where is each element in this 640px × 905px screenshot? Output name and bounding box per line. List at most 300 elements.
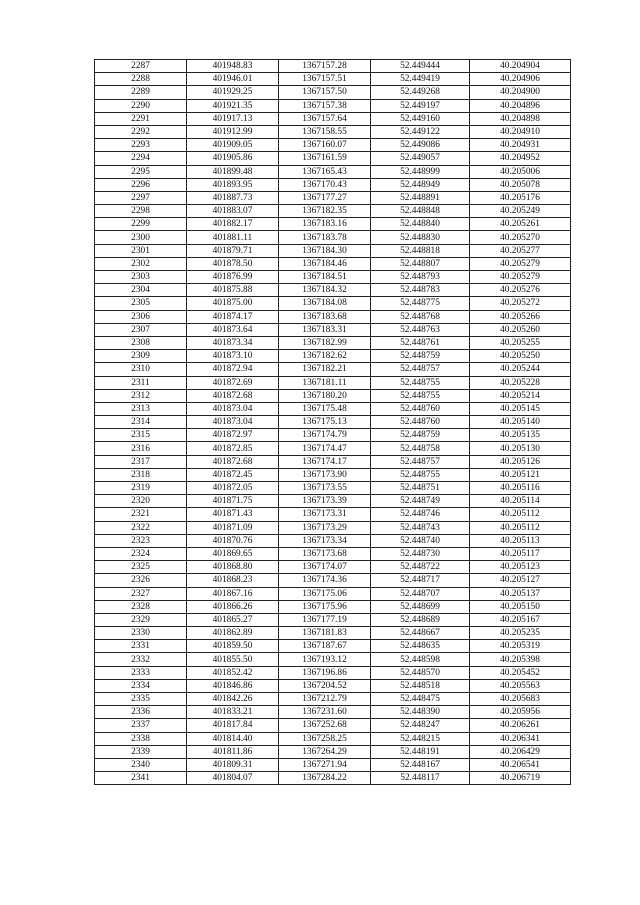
- longitude-cell: 40.204898: [470, 112, 571, 125]
- longitude-cell: 40.205167: [470, 613, 571, 626]
- latitude-cell: 52.448891: [371, 191, 470, 204]
- table-row: [95, 640, 571, 653]
- y-coordinate-cell: 1367196.86: [279, 666, 371, 679]
- x-coordinate-cell: 401871.09: [187, 521, 279, 534]
- table-row: [95, 693, 571, 706]
- longitude-cell: 40.204896: [470, 99, 571, 112]
- y-coordinate-cell: 1367175.96: [279, 600, 371, 613]
- x-coordinate-cell: 401872.68: [187, 455, 279, 468]
- table-row: [95, 139, 571, 152]
- y-coordinate-cell: 1367173.55: [279, 482, 371, 495]
- table-row: [95, 587, 571, 600]
- table-row: [95, 86, 571, 99]
- longitude-cell: 40.205279: [470, 271, 571, 284]
- y-coordinate-cell: 1367183.78: [279, 231, 371, 244]
- point-number-cell: 2292: [95, 125, 187, 138]
- y-coordinate-cell: 1367184.08: [279, 297, 371, 310]
- point-number-cell: 2305: [95, 297, 187, 310]
- x-coordinate-cell: 401899.48: [187, 165, 279, 178]
- longitude-cell: 40.205956: [470, 706, 571, 719]
- longitude-cell: 40.205078: [470, 178, 571, 191]
- y-coordinate-cell: 1367182.35: [279, 205, 371, 218]
- longitude-cell: 40.204931: [470, 139, 571, 152]
- y-coordinate-cell: 1367173.31: [279, 508, 371, 521]
- x-coordinate-cell: 401873.10: [187, 350, 279, 363]
- longitude-cell: 40.205137: [470, 587, 571, 600]
- table-body: [95, 60, 571, 785]
- x-coordinate-cell: 401917.13: [187, 112, 279, 125]
- table-row: [95, 653, 571, 666]
- longitude-cell: 40.205279: [470, 257, 571, 270]
- latitude-cell: 52.448475: [371, 693, 470, 706]
- x-coordinate-cell: 401879.71: [187, 244, 279, 257]
- longitude-cell: 40.205563: [470, 679, 571, 692]
- longitude-cell: 40.205398: [470, 653, 571, 666]
- longitude-cell: 40.205130: [470, 442, 571, 455]
- x-coordinate-cell: 401868.80: [187, 561, 279, 574]
- point-number-cell: 2326: [95, 574, 187, 587]
- coordinate-table: [94, 59, 571, 785]
- point-number-cell: 2330: [95, 627, 187, 640]
- point-number-cell: 2301: [95, 244, 187, 257]
- latitude-cell: 52.448763: [371, 323, 470, 336]
- x-coordinate-cell: 401872.94: [187, 363, 279, 376]
- y-coordinate-cell: 1367158.55: [279, 125, 371, 138]
- y-coordinate-cell: 1367204.52: [279, 679, 371, 692]
- x-coordinate-cell: 401872.45: [187, 468, 279, 481]
- y-coordinate-cell: 1367184.32: [279, 284, 371, 297]
- y-coordinate-cell: 1367184.30: [279, 244, 371, 257]
- latitude-cell: 52.448757: [371, 455, 470, 468]
- point-number-cell: 2290: [95, 99, 187, 112]
- point-number-cell: 2328: [95, 600, 187, 613]
- x-coordinate-cell: 401872.69: [187, 376, 279, 389]
- latitude-cell: 52.448749: [371, 495, 470, 508]
- x-coordinate-cell: 401887.73: [187, 191, 279, 204]
- table-row: [95, 218, 571, 231]
- y-coordinate-cell: 1367264.29: [279, 745, 371, 758]
- y-coordinate-cell: 1367182.62: [279, 350, 371, 363]
- y-coordinate-cell: 1367165.43: [279, 165, 371, 178]
- longitude-cell: 40.205127: [470, 574, 571, 587]
- y-coordinate-cell: 1367284.22: [279, 772, 371, 785]
- point-number-cell: 2291: [95, 112, 187, 125]
- latitude-cell: 52.448689: [371, 613, 470, 626]
- x-coordinate-cell: 401875.88: [187, 284, 279, 297]
- y-coordinate-cell: 1367173.29: [279, 521, 371, 534]
- table-row: [95, 60, 571, 73]
- point-number-cell: 2287: [95, 60, 187, 73]
- latitude-cell: 52.449057: [371, 152, 470, 165]
- latitude-cell: 52.449086: [371, 139, 470, 152]
- latitude-cell: 52.448699: [371, 600, 470, 613]
- y-coordinate-cell: 1367177.27: [279, 191, 371, 204]
- table-row: [95, 706, 571, 719]
- y-coordinate-cell: 1367157.50: [279, 86, 371, 99]
- point-number-cell: 2294: [95, 152, 187, 165]
- point-number-cell: 2318: [95, 468, 187, 481]
- x-coordinate-cell: 401846.86: [187, 679, 279, 692]
- point-number-cell: 2325: [95, 561, 187, 574]
- longitude-cell: 40.205228: [470, 376, 571, 389]
- latitude-cell: 52.448768: [371, 310, 470, 323]
- x-coordinate-cell: 401872.97: [187, 429, 279, 442]
- table-row: [95, 495, 571, 508]
- y-coordinate-cell: 1367231.60: [279, 706, 371, 719]
- table-row: [95, 297, 571, 310]
- x-coordinate-cell: 401872.68: [187, 389, 279, 402]
- x-coordinate-cell: 401873.04: [187, 402, 279, 415]
- longitude-cell: 40.205244: [470, 363, 571, 376]
- table-row: [95, 429, 571, 442]
- latitude-cell: 52.448635: [371, 640, 470, 653]
- x-coordinate-cell: 401929.25: [187, 86, 279, 99]
- latitude-cell: 52.448759: [371, 350, 470, 363]
- latitude-cell: 52.448667: [371, 627, 470, 640]
- x-coordinate-cell: 401873.34: [187, 336, 279, 349]
- latitude-cell: 52.448117: [371, 772, 470, 785]
- table-row: [95, 679, 571, 692]
- latitude-cell: 52.448751: [371, 482, 470, 495]
- y-coordinate-cell: 1367157.64: [279, 112, 371, 125]
- longitude-cell: 40.205150: [470, 600, 571, 613]
- latitude-cell: 52.448775: [371, 297, 470, 310]
- longitude-cell: 40.205126: [470, 455, 571, 468]
- latitude-cell: 52.448743: [371, 521, 470, 534]
- latitude-cell: 52.448390: [371, 706, 470, 719]
- y-coordinate-cell: 1367182.21: [279, 363, 371, 376]
- latitude-cell: 52.448758: [371, 442, 470, 455]
- y-coordinate-cell: 1367173.68: [279, 547, 371, 560]
- y-coordinate-cell: 1367175.48: [279, 402, 371, 415]
- y-coordinate-cell: 1367183.31: [279, 323, 371, 336]
- longitude-cell: 40.206341: [470, 732, 571, 745]
- point-number-cell: 2313: [95, 402, 187, 415]
- table-row: [95, 416, 571, 429]
- table-row: [95, 482, 571, 495]
- latitude-cell: 52.448570: [371, 666, 470, 679]
- point-number-cell: 2309: [95, 350, 187, 363]
- longitude-cell: 40.205270: [470, 231, 571, 244]
- longitude-cell: 40.205683: [470, 693, 571, 706]
- longitude-cell: 40.205112: [470, 508, 571, 521]
- y-coordinate-cell: 1367181.11: [279, 376, 371, 389]
- table-row: [95, 350, 571, 363]
- latitude-cell: 52.448740: [371, 534, 470, 547]
- x-coordinate-cell: 401862.89: [187, 627, 279, 640]
- longitude-cell: 40.205261: [470, 218, 571, 231]
- point-number-cell: 2308: [95, 336, 187, 349]
- x-coordinate-cell: 401948.83: [187, 60, 279, 73]
- point-number-cell: 2340: [95, 758, 187, 771]
- table-row: [95, 99, 571, 112]
- table-row: [95, 561, 571, 574]
- table-row: [95, 719, 571, 732]
- latitude-cell: 52.448949: [371, 178, 470, 191]
- table-row: [95, 389, 571, 402]
- y-coordinate-cell: 1367182.99: [279, 336, 371, 349]
- x-coordinate-cell: 401881.11: [187, 231, 279, 244]
- y-coordinate-cell: 1367173.34: [279, 534, 371, 547]
- point-number-cell: 2322: [95, 521, 187, 534]
- table-row: [95, 112, 571, 125]
- longitude-cell: 40.206719: [470, 772, 571, 785]
- longitude-cell: 40.204900: [470, 86, 571, 99]
- y-coordinate-cell: 1367174.07: [279, 561, 371, 574]
- latitude-cell: 52.448717: [371, 574, 470, 587]
- latitude-cell: 52.448999: [371, 165, 470, 178]
- table-row: [95, 205, 571, 218]
- y-coordinate-cell: 1367212.79: [279, 693, 371, 706]
- table-row: [95, 521, 571, 534]
- y-coordinate-cell: 1367174.36: [279, 574, 371, 587]
- longitude-cell: 40.205276: [470, 284, 571, 297]
- y-coordinate-cell: 1367173.90: [279, 468, 371, 481]
- x-coordinate-cell: 401865.27: [187, 613, 279, 626]
- table-row: [95, 402, 571, 415]
- latitude-cell: 52.448215: [371, 732, 470, 745]
- latitude-cell: 52.448807: [371, 257, 470, 270]
- point-number-cell: 2339: [95, 745, 187, 758]
- x-coordinate-cell: 401946.01: [187, 73, 279, 86]
- y-coordinate-cell: 1367187.67: [279, 640, 371, 653]
- latitude-cell: 52.448757: [371, 363, 470, 376]
- point-number-cell: 2297: [95, 191, 187, 204]
- table-row: [95, 613, 571, 626]
- point-number-cell: 2299: [95, 218, 187, 231]
- table-row: [95, 323, 571, 336]
- y-coordinate-cell: 1367184.51: [279, 271, 371, 284]
- y-coordinate-cell: 1367175.06: [279, 587, 371, 600]
- point-number-cell: 2335: [95, 693, 187, 706]
- longitude-cell: 40.205145: [470, 402, 571, 415]
- x-coordinate-cell: 401842.26: [187, 693, 279, 706]
- longitude-cell: 40.205116: [470, 482, 571, 495]
- latitude-cell: 52.448746: [371, 508, 470, 521]
- x-coordinate-cell: 401804.07: [187, 772, 279, 785]
- point-number-cell: 2307: [95, 323, 187, 336]
- point-number-cell: 2288: [95, 73, 187, 86]
- x-coordinate-cell: 401882.17: [187, 218, 279, 231]
- longitude-cell: 40.205006: [470, 165, 571, 178]
- y-coordinate-cell: 1367181.83: [279, 627, 371, 640]
- y-coordinate-cell: 1367193.12: [279, 653, 371, 666]
- point-number-cell: 2329: [95, 613, 187, 626]
- latitude-cell: 52.449197: [371, 99, 470, 112]
- point-number-cell: 2303: [95, 271, 187, 284]
- point-number-cell: 2311: [95, 376, 187, 389]
- table-row: [95, 534, 571, 547]
- point-number-cell: 2320: [95, 495, 187, 508]
- y-coordinate-cell: 1367157.51: [279, 73, 371, 86]
- latitude-cell: 52.448848: [371, 205, 470, 218]
- latitude-cell: 52.448759: [371, 429, 470, 442]
- latitude-cell: 52.449419: [371, 73, 470, 86]
- point-number-cell: 2333: [95, 666, 187, 679]
- point-number-cell: 2310: [95, 363, 187, 376]
- longitude-cell: 40.205214: [470, 389, 571, 402]
- y-coordinate-cell: 1367177.19: [279, 613, 371, 626]
- y-coordinate-cell: 1367271.94: [279, 758, 371, 771]
- x-coordinate-cell: 401868.23: [187, 574, 279, 587]
- longitude-cell: 40.205277: [470, 244, 571, 257]
- point-number-cell: 2306: [95, 310, 187, 323]
- x-coordinate-cell: 401811.86: [187, 745, 279, 758]
- y-coordinate-cell: 1367174.17: [279, 455, 371, 468]
- latitude-cell: 52.448760: [371, 416, 470, 429]
- table-row: [95, 455, 571, 468]
- y-coordinate-cell: 1367174.47: [279, 442, 371, 455]
- longitude-cell: 40.204904: [470, 60, 571, 73]
- longitude-cell: 40.205176: [470, 191, 571, 204]
- longitude-cell: 40.205250: [470, 350, 571, 363]
- latitude-cell: 52.448840: [371, 218, 470, 231]
- longitude-cell: 40.205260: [470, 323, 571, 336]
- longitude-cell: 40.205135: [470, 429, 571, 442]
- latitude-cell: 52.448830: [371, 231, 470, 244]
- x-coordinate-cell: 401905.86: [187, 152, 279, 165]
- x-coordinate-cell: 401893.95: [187, 178, 279, 191]
- longitude-cell: 40.205123: [470, 561, 571, 574]
- longitude-cell: 40.205235: [470, 627, 571, 640]
- x-coordinate-cell: 401817.84: [187, 719, 279, 732]
- latitude-cell: 52.448755: [371, 389, 470, 402]
- point-number-cell: 2312: [95, 389, 187, 402]
- latitude-cell: 52.448755: [371, 468, 470, 481]
- x-coordinate-cell: 401912.99: [187, 125, 279, 138]
- longitude-cell: 40.205452: [470, 666, 571, 679]
- table-row: [95, 125, 571, 138]
- x-coordinate-cell: 401866.26: [187, 600, 279, 613]
- latitude-cell: 52.448793: [371, 271, 470, 284]
- longitude-cell: 40.205117: [470, 547, 571, 560]
- latitude-cell: 52.448247: [371, 719, 470, 732]
- longitude-cell: 40.205113: [470, 534, 571, 547]
- latitude-cell: 52.449160: [371, 112, 470, 125]
- point-number-cell: 2327: [95, 587, 187, 600]
- point-number-cell: 2296: [95, 178, 187, 191]
- point-number-cell: 2302: [95, 257, 187, 270]
- longitude-cell: 40.205140: [470, 416, 571, 429]
- table-row: [95, 758, 571, 771]
- table-row: [95, 165, 571, 178]
- longitude-cell: 40.204906: [470, 73, 571, 86]
- latitude-cell: 52.448730: [371, 547, 470, 560]
- table-row: [95, 244, 571, 257]
- point-number-cell: 2341: [95, 772, 187, 785]
- point-number-cell: 2332: [95, 653, 187, 666]
- table-row: [95, 310, 571, 323]
- x-coordinate-cell: 401833.21: [187, 706, 279, 719]
- table-row: [95, 363, 571, 376]
- point-number-cell: 2337: [95, 719, 187, 732]
- x-coordinate-cell: 401870.76: [187, 534, 279, 547]
- x-coordinate-cell: 401873.04: [187, 416, 279, 429]
- y-coordinate-cell: 1367173.39: [279, 495, 371, 508]
- y-coordinate-cell: 1367157.38: [279, 99, 371, 112]
- x-coordinate-cell: 401809.31: [187, 758, 279, 771]
- table-row: [95, 468, 571, 481]
- latitude-cell: 52.448783: [371, 284, 470, 297]
- latitude-cell: 52.448761: [371, 336, 470, 349]
- longitude-cell: 40.204910: [470, 125, 571, 138]
- x-coordinate-cell: 401883.07: [187, 205, 279, 218]
- latitude-cell: 52.448755: [371, 376, 470, 389]
- longitude-cell: 40.205319: [470, 640, 571, 653]
- x-coordinate-cell: 401874.17: [187, 310, 279, 323]
- x-coordinate-cell: 401878.50: [187, 257, 279, 270]
- latitude-cell: 52.448598: [371, 653, 470, 666]
- table-row: [95, 336, 571, 349]
- point-number-cell: 2338: [95, 732, 187, 745]
- longitude-cell: 40.205121: [470, 468, 571, 481]
- point-number-cell: 2321: [95, 508, 187, 521]
- point-number-cell: 2336: [95, 706, 187, 719]
- longitude-cell: 40.204952: [470, 152, 571, 165]
- point-number-cell: 2304: [95, 284, 187, 297]
- point-number-cell: 2331: [95, 640, 187, 653]
- table-row: [95, 152, 571, 165]
- table-row: [95, 191, 571, 204]
- point-number-cell: 2323: [95, 534, 187, 547]
- table-row: [95, 442, 571, 455]
- point-number-cell: 2324: [95, 547, 187, 560]
- y-coordinate-cell: 1367161.59: [279, 152, 371, 165]
- point-number-cell: 2317: [95, 455, 187, 468]
- longitude-cell: 40.205249: [470, 205, 571, 218]
- longitude-cell: 40.206261: [470, 719, 571, 732]
- latitude-cell: 52.449268: [371, 86, 470, 99]
- longitude-cell: 40.205112: [470, 521, 571, 534]
- longitude-cell: 40.205266: [470, 310, 571, 323]
- y-coordinate-cell: 1367258.25: [279, 732, 371, 745]
- longitude-cell: 40.206429: [470, 745, 571, 758]
- point-number-cell: 2295: [95, 165, 187, 178]
- table-row: [95, 376, 571, 389]
- y-coordinate-cell: 1367157.28: [279, 60, 371, 73]
- x-coordinate-cell: 401871.75: [187, 495, 279, 508]
- table-row: [95, 257, 571, 270]
- latitude-cell: 52.449444: [371, 60, 470, 73]
- table-row: [95, 574, 571, 587]
- y-coordinate-cell: 1367180.20: [279, 389, 371, 402]
- latitude-cell: 52.449122: [371, 125, 470, 138]
- x-coordinate-cell: 401876.99: [187, 271, 279, 284]
- x-coordinate-cell: 401873.64: [187, 323, 279, 336]
- y-coordinate-cell: 1367252.68: [279, 719, 371, 732]
- y-coordinate-cell: 1367175.13: [279, 416, 371, 429]
- y-coordinate-cell: 1367170.43: [279, 178, 371, 191]
- x-coordinate-cell: 401869.65: [187, 547, 279, 560]
- x-coordinate-cell: 401814.40: [187, 732, 279, 745]
- y-coordinate-cell: 1367184.46: [279, 257, 371, 270]
- latitude-cell: 52.448518: [371, 679, 470, 692]
- point-number-cell: 2316: [95, 442, 187, 455]
- y-coordinate-cell: 1367160.07: [279, 139, 371, 152]
- table-row: [95, 745, 571, 758]
- longitude-cell: 40.206541: [470, 758, 571, 771]
- point-number-cell: 2298: [95, 205, 187, 218]
- longitude-cell: 40.205272: [470, 297, 571, 310]
- x-coordinate-cell: 401872.05: [187, 482, 279, 495]
- table-row: [95, 508, 571, 521]
- latitude-cell: 52.448707: [371, 587, 470, 600]
- x-coordinate-cell: 401921.35: [187, 99, 279, 112]
- point-number-cell: 2334: [95, 679, 187, 692]
- point-number-cell: 2293: [95, 139, 187, 152]
- x-coordinate-cell: 401909.05: [187, 139, 279, 152]
- y-coordinate-cell: 1367174.79: [279, 429, 371, 442]
